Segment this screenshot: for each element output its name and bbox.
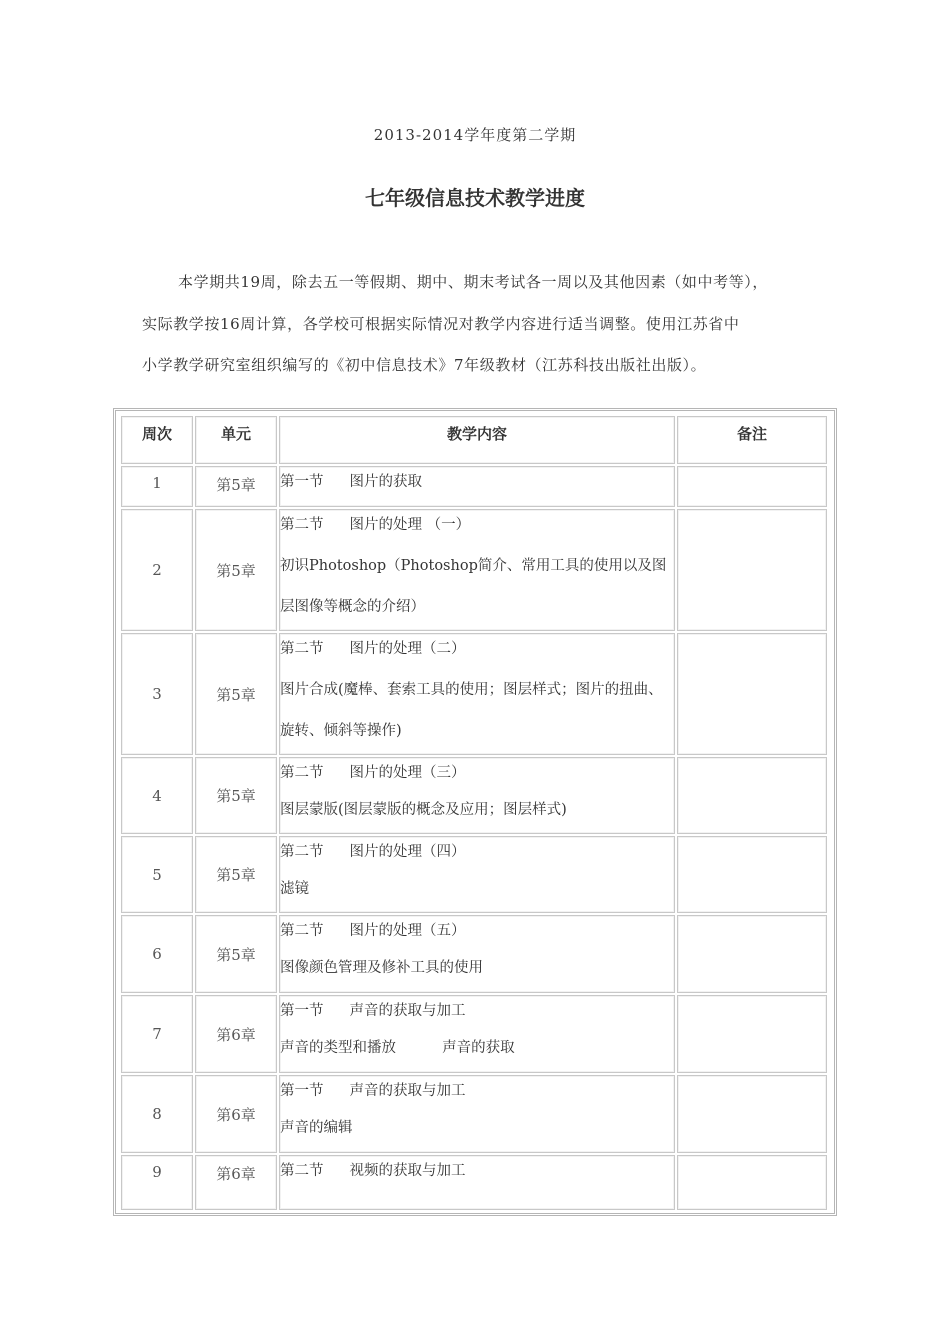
table-row — [121, 915, 827, 993]
week-cell: 4 — [121, 757, 193, 834]
section-line — [280, 1002, 674, 1021]
detail-line: 层图像等概念的介绍） — [280, 599, 425, 615]
detail-line: 图片合成(魔棒、套索工具的使用；图层样式；图片的扭曲、 — [280, 682, 663, 698]
table-row — [121, 995, 827, 1073]
intro-line: 小学教学研究室组织编写的《初中信息技术》7年级教材（江苏科技出版社出版）。 — [142, 356, 707, 374]
header-unit: 单元 — [195, 416, 277, 464]
week-cell: 3 — [121, 633, 193, 755]
topic-label: 图片的处理（二） — [349, 641, 466, 657]
unit-cell: 第5章 — [195, 466, 277, 507]
week-cell: 2 — [121, 509, 193, 631]
intro-paragraph — [142, 262, 812, 387]
week-cell: 1 — [121, 466, 193, 507]
detail-line: 图层蒙版(图层蒙版的概念及应用；图层样式) — [280, 802, 567, 818]
table-row — [121, 509, 827, 631]
section-line — [280, 843, 674, 862]
topic-label: 声音的获取与加工 — [349, 1003, 466, 1019]
topic-label: 声音的获取与加工 — [349, 1083, 466, 1099]
section-label: 第一节 — [280, 1083, 324, 1099]
semester-heading: 2013-2014学年度第二学期 — [373, 126, 577, 144]
remark-cell — [677, 633, 827, 755]
content-cell — [279, 836, 675, 913]
topic-label: 图片的处理（四） — [349, 844, 466, 860]
intro-line: 本学期共19周，除去五一等假期、期中、期末考试各一周以及其他因素（如中考等）， — [178, 273, 768, 291]
detail-line: 图像颜色管理及修补工具的使用 — [280, 960, 483, 976]
table-row — [121, 836, 827, 913]
topic-label: 图片的处理（五） — [349, 923, 466, 939]
content-cell — [279, 995, 675, 1073]
remark-cell — [677, 466, 827, 507]
detail-line: 旋转、倾斜等操作) — [280, 723, 402, 739]
remark-cell — [677, 915, 827, 993]
week-cell: 8 — [121, 1075, 193, 1153]
unit-cell: 第5章 — [195, 509, 277, 631]
unit-cell: 第5章 — [195, 633, 277, 755]
topic-label: 图片的处理 （一） — [349, 517, 471, 533]
section-line — [280, 640, 674, 659]
week-cell: 6 — [121, 915, 193, 993]
section-label: 第二节 — [280, 923, 324, 939]
section-label: 第二节 — [280, 641, 324, 657]
content-cell — [279, 757, 675, 834]
header-week: 周次 — [121, 416, 193, 464]
document-title: 七年级信息技术教学进度 — [365, 186, 585, 210]
section-line — [280, 1082, 674, 1101]
table-row — [121, 1075, 827, 1153]
section-label: 第二节 — [280, 765, 324, 781]
topic-label: 图片的处理（三） — [349, 765, 466, 781]
intro-line: 实际教学按16周计算，各学校可根据实际情况对教学内容进行适当调整。使用江苏省中 — [142, 314, 740, 333]
topic-label: 视频的获取与加工 — [349, 1163, 466, 1179]
section-label: 第一节 — [280, 1003, 324, 1019]
unit-cell: 第6章 — [195, 1075, 277, 1153]
content-cell — [279, 633, 675, 755]
table-body — [121, 466, 827, 1210]
content-cell — [279, 1075, 675, 1153]
table-row — [121, 757, 827, 834]
unit-cell: 第6章 — [195, 995, 277, 1073]
remark-cell — [677, 836, 827, 913]
unit-cell: 第6章 — [195, 1155, 277, 1210]
table-row — [121, 633, 827, 755]
unit-cell: 第5章 — [195, 757, 277, 834]
section-label: 第二节 — [280, 517, 324, 533]
table-row — [121, 466, 827, 507]
table-header-row — [121, 416, 827, 464]
content-cell — [279, 466, 675, 507]
detail-line: 声音的编辑 — [280, 1120, 353, 1136]
section-line — [280, 764, 674, 783]
content-cell — [279, 509, 675, 631]
content-cell — [279, 1155, 675, 1210]
section-line — [280, 922, 674, 941]
remark-cell — [677, 1155, 827, 1210]
header-content: 教学内容 — [279, 416, 675, 464]
week-cell: 9 — [121, 1155, 193, 1210]
week-cell: 5 — [121, 836, 193, 913]
remark-cell — [677, 995, 827, 1073]
section-line — [280, 516, 674, 535]
header-remark: 备注 — [677, 416, 827, 464]
table-row — [121, 1155, 827, 1210]
section-label: 第二节 — [280, 1163, 324, 1179]
unit-cell: 第5章 — [195, 836, 277, 913]
section-line — [280, 1162, 674, 1181]
section-label: 第一节 — [280, 474, 324, 490]
schedule-table — [119, 414, 829, 1212]
remark-cell — [677, 509, 827, 631]
schedule-table-frame — [113, 408, 837, 1216]
remark-cell — [677, 1075, 827, 1153]
remark-cell — [677, 757, 827, 834]
detail-line: 初识Photoshop（Photoshop简介、常用工具的使用以及图 — [280, 558, 667, 574]
topic-label: 图片的获取 — [349, 474, 422, 490]
unit-cell: 第5章 — [195, 915, 277, 993]
section-label: 第二节 — [280, 844, 324, 860]
section-line — [280, 473, 674, 492]
detail-line: 声音的类型和播放 声音的获取 — [280, 1040, 515, 1056]
content-cell — [279, 915, 675, 993]
detail-line: 滤镜 — [280, 881, 309, 897]
week-cell: 7 — [121, 995, 193, 1073]
